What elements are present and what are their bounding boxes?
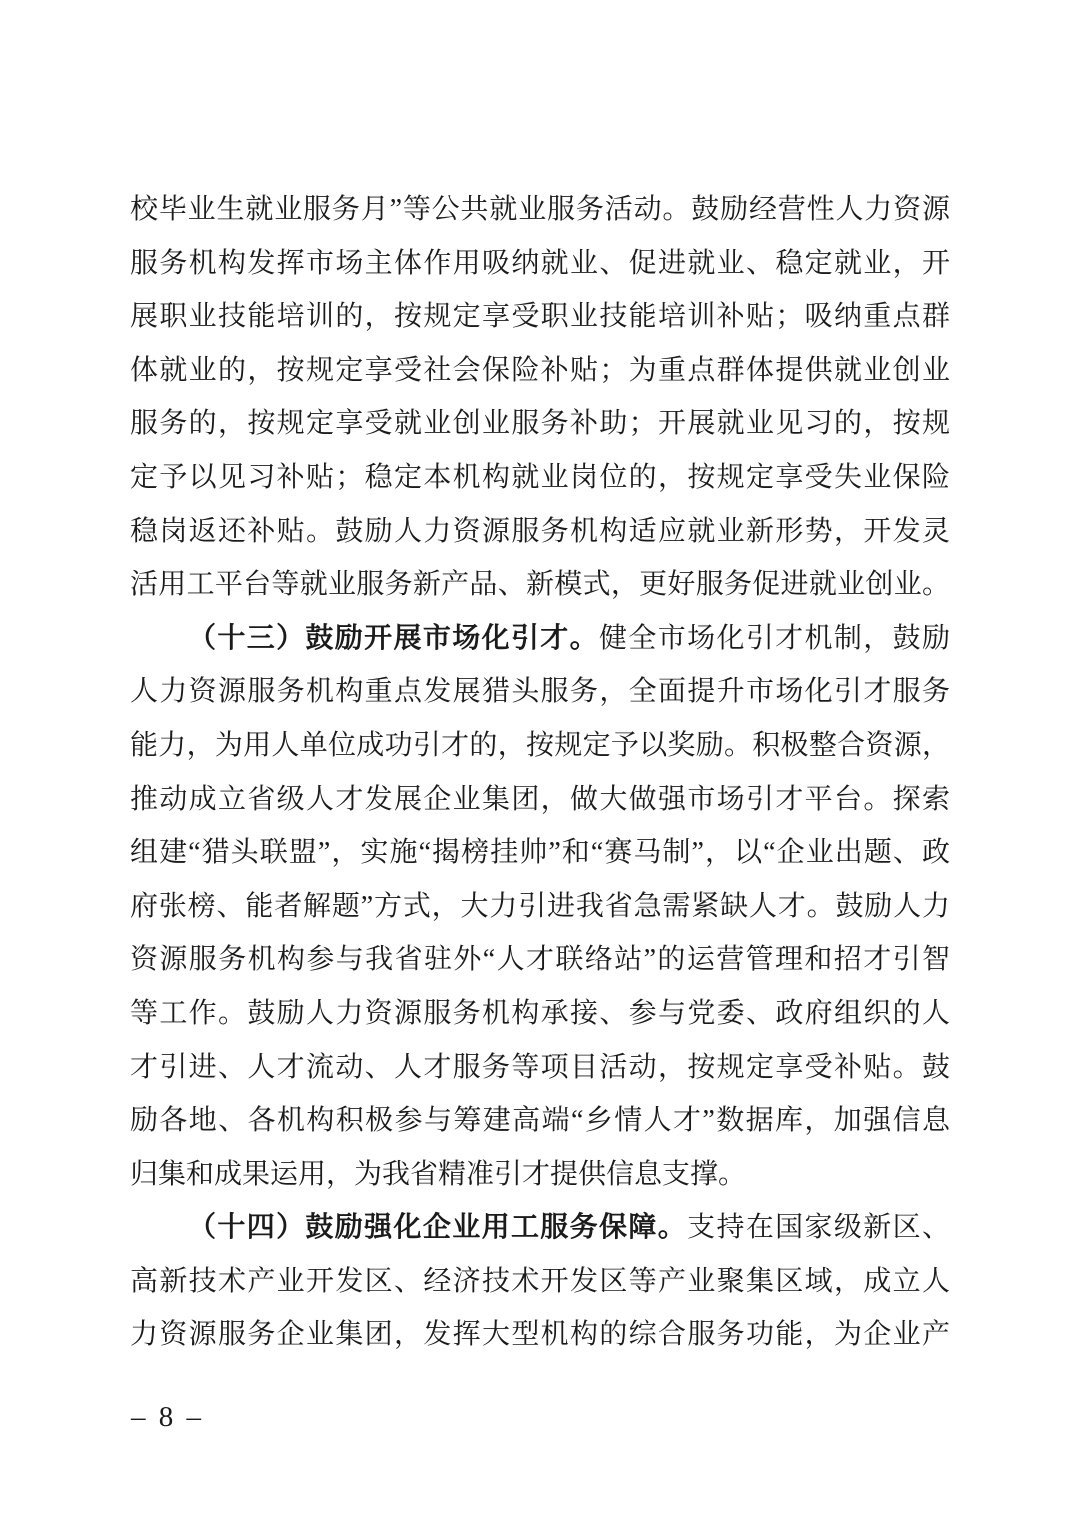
text-line: 服务的，按规定享受就业创业服务补助；开展就业见习的，按规 bbox=[130, 408, 950, 440]
text-line: 励各地、各机构积极参与筹建高端“乡情人才”数据库，加强信息 bbox=[130, 1105, 950, 1137]
document-text-block bbox=[130, 183, 950, 1362]
text-line: 推动成立省级人才发展企业集团，做大做强市场引才平台。探索 bbox=[130, 783, 950, 815]
text-line: 才引进、人才流动、人才服务等项目活动，按规定享受补贴。鼓 bbox=[130, 1051, 950, 1083]
text-line: 能力，为用人单位成功引才的，按规定予以奖励。积极整合资源， bbox=[130, 729, 950, 761]
text-line-rest: 支持在国家级新区、 bbox=[687, 1212, 950, 1244]
page-number: – 8 – bbox=[131, 1401, 204, 1433]
text-line: 稳岗返还补贴。鼓励人力资源服务机构适应就业新形势，开发灵 bbox=[130, 515, 950, 547]
text-line: 定予以见习补贴；稳定本机构就业岗位的，按规定享受失业保险 bbox=[130, 461, 950, 493]
text-line-section-13 bbox=[130, 612, 950, 666]
text-line: 归集和成果运用，为我省精准引才提供信息支撑。 bbox=[130, 1158, 747, 1190]
text-line: 校毕业生就业服务月”等公共就业服务活动。鼓励经营性人力资源 bbox=[130, 194, 950, 225]
text-line-section-14 bbox=[130, 1201, 950, 1255]
text-line: 府张榜、能者解题”方式，大力引进我省急需紧缺人才。鼓励人力 bbox=[130, 890, 950, 922]
text-line: 服务机构发挥市场主体作用吸纳就业、促进就业、稳定就业，开 bbox=[130, 247, 950, 279]
section-14-heading: （十四）鼓励强化企业用工服务保障。 bbox=[188, 1212, 688, 1244]
text-line: 组建“猎头联盟”，实施“揭榜挂帅”和“赛马制”，以“企业出题、政 bbox=[130, 837, 950, 869]
text-line: 活用工平台等就业服务新产品、新模式，更好服务促进就业创业。 bbox=[130, 569, 950, 601]
text-line: 高新技术产业开发区、经济技术开发区等产业聚集区域，成立人 bbox=[130, 1265, 950, 1297]
text-line: 体就业的，按规定享受社会保险补贴；为重点群体提供就业创业 bbox=[130, 354, 950, 386]
text-line: 等工作。鼓励人力资源服务机构承接、参与党委、政府组织的人 bbox=[130, 997, 950, 1029]
text-line: 资源服务机构参与我省驻外“人才联络站”的运营管理和招才引智 bbox=[130, 944, 950, 976]
text-line: 展职业技能培训的，按规定享受职业技能培训补贴；吸纳重点群 bbox=[130, 301, 950, 333]
text-line-rest: 健全市场化引才机制，鼓励 bbox=[599, 622, 950, 654]
text-line: 人力资源服务机构重点发展猎头服务，全面提升市场化引才服务 bbox=[130, 676, 950, 708]
text-line: 力资源服务企业集团，发挥大型机构的综合服务功能，为企业产 bbox=[130, 1319, 950, 1351]
section-13-heading: （十三）鼓励开展市场化引才。 bbox=[188, 622, 600, 654]
